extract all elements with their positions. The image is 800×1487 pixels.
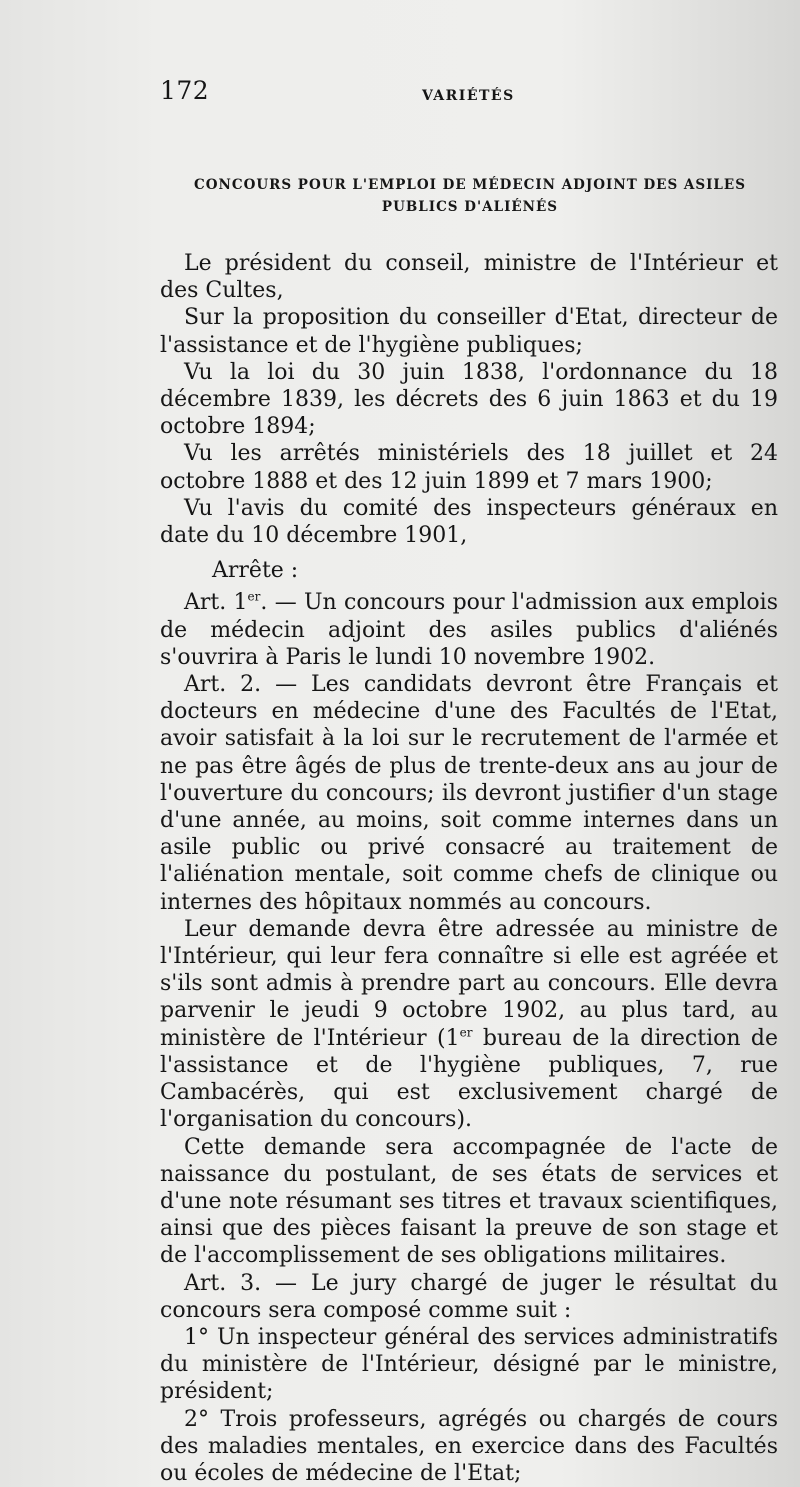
page-number: 172 xyxy=(160,76,210,105)
jury-item-1: 1° Un inspecteur général des services administratifs du ministère de l'Intérieur, désigné par le ministre, président; xyxy=(160,1324,778,1405)
paragraph-vu-arretes: Vu les arrêtés ministériels des 18 juillet et 24 octobre 1888 et des 12 juin 1899 et 7 mars 1900; xyxy=(160,441,778,494)
document-body xyxy=(160,250,778,1487)
paragraph-accompagnee: Cette demande sera accompagnée de l'acte de naissance du postulant, de ses états de services et d'une note résumant ses titres et travaux scientifiques, ainsi que des pièces faisant la preuve de son stage et de l'accomplissement de ses obligations militaires. xyxy=(160,1134,778,1269)
article-2: Art. 2. — Les candidats devront être Français et docteurs en médecine d'une des Facultés de l'Etat, avoir satisfait à la loi sur le recrutement de l'armée et ne pas être âgés de plus de trente-deux ans au jour de l'ouverture du concours; ils devront justifier d'un stage d'une année, au moins, soit comme internes dans un asile public ou privé consacré au traitement de l'aliénation mentale, soit comme chefs de clinique ou internes des hôpitaux nommés au concours. xyxy=(160,672,778,915)
demande-text-1: Leur demande devra être adressée au ministre de l'Intérieur, qui leur fera connaître si elle est agréée et s'ils sont admis à prendre part au concours. Elle devra parvenir le jeudi 9 octobre 1902, au plus tard, au ministère de l'Intérieur (1 xyxy=(160,916,778,1051)
section-title xyxy=(160,174,780,218)
jury-item-2: 2° Trois professeurs, agrégés ou chargés de cours des maladies mentales, en exercice dans des Facultés ou écoles de médecine de l'Etat; xyxy=(160,1406,778,1486)
section-title-line2: PUBLICS D'ALIÉNÉS xyxy=(381,199,559,215)
running-head: VARIÉTÉS xyxy=(422,88,515,104)
paragraph-proposition: Sur la proposition du conseiller d'Etat, directeur de l'assistance et de l'hygiène publiques; xyxy=(160,305,778,358)
article-1-text: . — Un concours pour l'admission aux emplois de médecin adjoint des asiles publics d'aliénés s'ouvrira à Paris le lundi 10 novembre 1902. xyxy=(160,590,778,670)
article-1 xyxy=(160,589,778,671)
article-1-label: Art. 1 xyxy=(184,590,248,616)
paragraph-vu-avis: Vu l'avis du comité des inspecteurs généraux en date du 10 décembre 1901, xyxy=(160,495,778,549)
paragraph-vu-loi: Vu la loi du 30 juin 1838, l'ordonnance du 18 décembre 1839, les décrets des 6 juin 1863 et du 19 octobre 1894; xyxy=(160,359,778,440)
section-title-line1: CONCOURS POUR L'EMPLOI DE MÉDECIN ADJOINT DES ASILES xyxy=(194,177,746,193)
paragraph-president: Le président du conseil, ministre de l'Intérieur et des Cultes, xyxy=(160,251,778,304)
page-header xyxy=(160,76,775,116)
demande-superscript: er xyxy=(459,1025,473,1040)
article-1-superscript: er xyxy=(247,590,261,605)
article-3: Art. 3. — Le jury chargé de juger le résultat du concours sera composé comme suit : xyxy=(160,1270,778,1323)
arrete-heading: Arrête : xyxy=(212,558,299,584)
paragraph-demande xyxy=(160,916,778,1134)
demande-text-2: bureau de la direction de l'assistance et de l'hygiène publiques, 7, rue Cambacérès, qui est exclusivement chargé de l'organisation du concours). xyxy=(160,1025,779,1133)
